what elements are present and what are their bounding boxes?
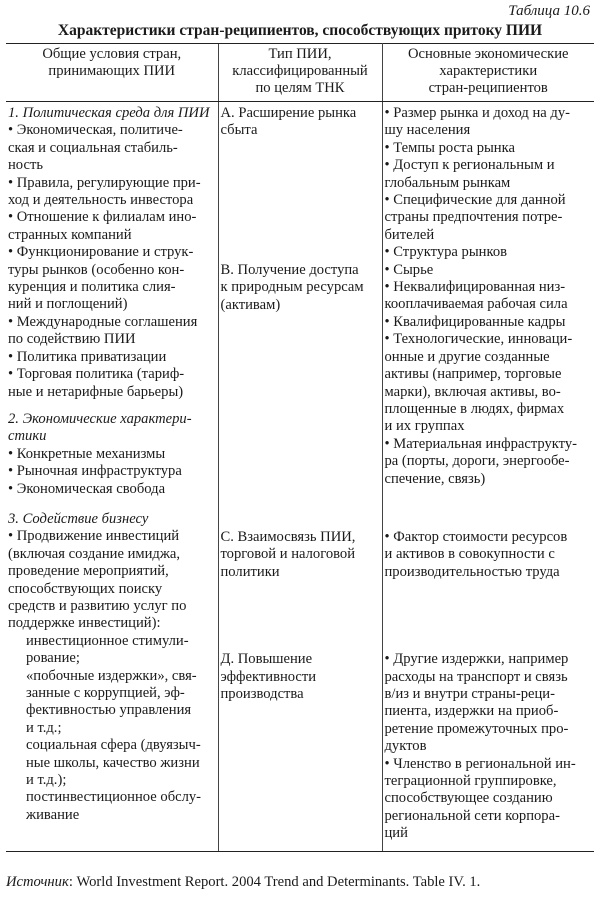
source-note xyxy=(6,874,480,891)
table-header-row xyxy=(6,44,594,102)
cell-general-conditions-1: 1. Политическая среда для ПИИ • Экономическая, политиче- ская и социальная стабиль- ность • Правила, регулирующие при- ход и деятельность инвестора • Отношение к филиалам ино- странных компаний • Функционирование и струк- туры рынков (особенно кон- куренция и политика слия- ний и поглощений) • Международные соглашения по содействию ПИИ • Политика приватизации • Торговая политика (тариф- ные и нетарифные барьеры) 2. Экономические характери- стики • Конкретные механизмы • Рыночная инфраструктура • Экономическая свобода xyxy=(6,102,218,508)
table-row xyxy=(6,102,594,508)
section-heading-business-support: 3. Содействие бизнесу xyxy=(8,510,149,527)
section-heading-economic: 2. Экономические характери- xyxy=(8,410,192,427)
section-heading-political: 1. Политическая среда для ПИИ xyxy=(8,105,210,121)
document-page xyxy=(6,2,594,852)
fdi-characteristics-table xyxy=(6,43,594,852)
table-row xyxy=(6,508,594,851)
cell-fdi-type-1: А. Расширение рынка сбыта В. Получение доступа к природным ресурсам (активам) xyxy=(218,102,382,508)
cell-general-conditions-2: 3. Содействие бизнесу • Продвижение инвестиций (включая создание имиджа, проведение мероприятий, способствующих поиску средств и развитию услуг по поддержке инвестиций): инвестиционное стимули- рование; «побочные издержки», свя- занные с коррупцией, эф- фективностью управления и т.д.; социальная сфера (двуязыч- ные школы, качество жизни и т.д.); постинвестиционное обслу- живание xyxy=(6,508,218,851)
header-fdi-type: Тип ПИИ, классифицированный по целям ТНК xyxy=(218,44,382,102)
fdi-type-b: В. Получение доступа xyxy=(220,261,359,278)
cell-fdi-type-2: С. Взаимосвязь ПИИ, торговой и налоговой политики Д. Повышение эффективности производства xyxy=(218,508,382,851)
table-title: Характеристики стран-реципиентов, способствующих притоку ПИИ xyxy=(57,22,543,39)
cell-economic-characteristics-2: • Фактор стоимости ресурсов и активов в совокупности с производительностью труда • Другие издержки, например расходы на транспорт и связь в/из и внутри страны-реци- пиента, издержки на приоб- ретение промежуточных про- дуктов • Членство в региональной ин- теграционной группировке, способствующее созданию региональной сети корпора- ций xyxy=(382,508,594,851)
header-general-conditions: Общие условия стран, принимающих ПИИ xyxy=(6,44,218,102)
cell-economic-characteristics-1: • Размер рынка и доход на ду- шу населения • Темпы роста рынка • Доступ к региональным и глобальным рынкам • Специфические для данной страны предпочтения потре- бителей • Структура рынков • Сырье • Неквалифицированная низ- кооплачиваемая рабочая сила • Квалифицированные кадры • Технологические, инноваци- онные и другие созданные активы (например, торговые марки), включая активы, во- площенные в людях, фирмах и их группах • Материальная инфраструкту- ра (порты, дороги, энергообе- спечение, связь) xyxy=(384,105,578,487)
table-number: Таблица 10.6 xyxy=(508,3,590,19)
fdi-type-d: Д. Повышение xyxy=(220,651,313,668)
source-label: Источник xyxy=(6,874,69,890)
fdi-type-c: С. Взаимосвязь ПИИ, xyxy=(220,528,356,545)
source-text: : World Investment Report. 2004 Trend and Determinants. Table IV. 1. xyxy=(68,874,481,890)
header-economic-characteristics: Основные экономические характеристики стран-реципиентов xyxy=(382,44,594,102)
fdi-type-a: А. Расширение рынка xyxy=(220,105,357,121)
